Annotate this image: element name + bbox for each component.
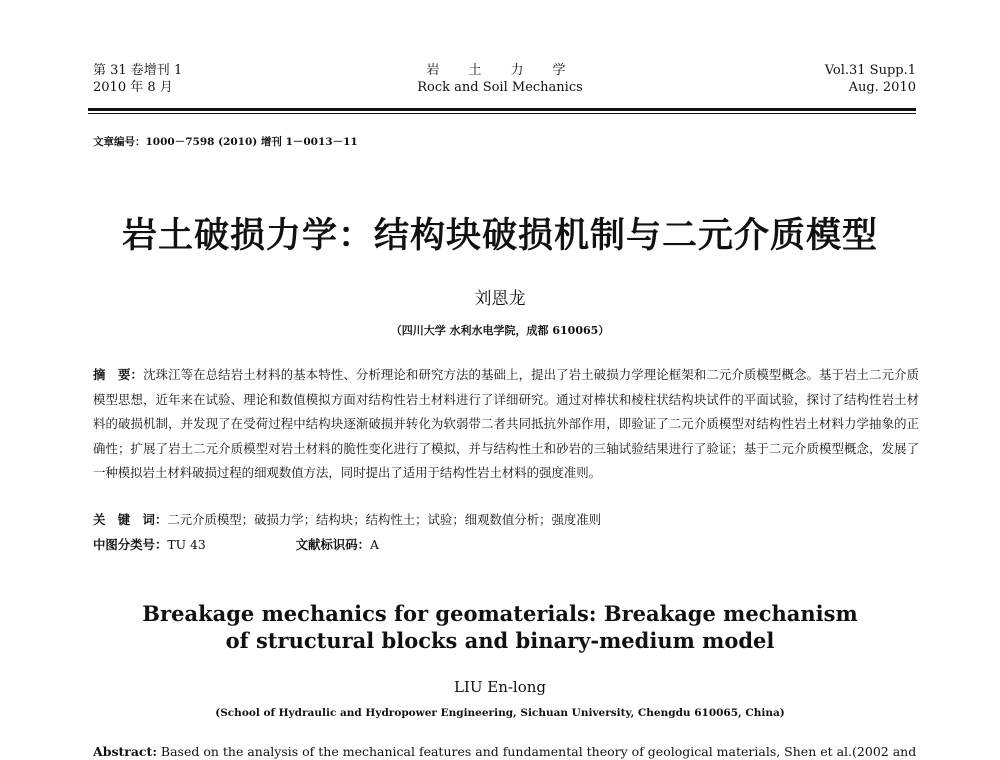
header-volume-issue: 第 31 卷增刊 1 <box>93 63 183 78</box>
article-id: 文章编号：1000－7598 (2010) 增刊 1－0013－11 <box>93 136 358 148</box>
title-en-line1: Breakage mechanics for geomaterials: Breakage mechanism <box>142 601 858 626</box>
header-journal <box>350 62 650 96</box>
doc-code-value: A <box>370 537 379 552</box>
journal-name-en: Rock and Soil Mechanics <box>417 80 583 95</box>
page-title-cn: 岩土破损力学：结构块破损机制与二元介质模型 <box>121 216 878 256</box>
keywords-label: 关 键 词： <box>93 512 168 527</box>
title-en-line2: of structural blocks and binary-medium model <box>225 628 775 653</box>
header-volume <box>93 62 182 96</box>
keywords-text: 二元介质模型；破损力学；结构块；结构性土；试验；细观数值分析；强度准则 <box>167 512 602 527</box>
affiliation-en: (School of Hydraulic and Hydropower Engineering, Sichuan University, Chengdu 610065, China) <box>215 707 785 719</box>
header-date: 2010 年 8 月 <box>93 80 173 95</box>
page-title-en <box>0 600 1000 654</box>
abstract-cn <box>93 363 919 486</box>
affiliation-cn: （四川大学 水利水电学院，成都 610065） <box>390 324 610 337</box>
clc-label: 中图分类号： <box>93 537 168 552</box>
clc-value: TU 43 <box>167 537 206 552</box>
header-vol-supp: Vol.31 Supp.1 <box>824 63 916 78</box>
keywords <box>93 510 601 528</box>
abstract-en <box>93 744 919 759</box>
abstract-cn-label: 摘 要： <box>93 367 144 382</box>
abstract-en-text: Based on the analysis of the mechanical features and fundamental theory of geological materials, Shen et al.(2002 and <box>156 744 917 759</box>
journal-name-cn: 岩 土 力 学 <box>426 63 574 78</box>
header-vol-en <box>825 62 916 96</box>
header-rule-thin <box>88 113 916 114</box>
abstract-en-label: Abstract: <box>93 744 157 759</box>
header-rule-thick <box>88 108 916 111</box>
header-date-en: Aug. 2010 <box>848 80 916 95</box>
author-en: LIU En-long <box>453 678 547 696</box>
classification <box>93 535 379 553</box>
abstract-cn-text: 沈珠江等在总结岩土材料的基本特性、分析理论和研究方法的基础上，提出了岩土破损力学理论框架和二元介质模型概念。基于岩土二元介质模型思想，近年来在试验、理论和数值模拟方面对结构性岩土材料进行了详细研究。通过对棒状和棱柱状结构块试件的平面试验，探讨了结构性岩土材料的破损机制，并发现了在受荷过程中结构块逐渐破损并转化为软弱带二者共同抵抗外部作用，即验证了二元介质模型对结构性岩土材料力学抽象的正确性；扩展了岩土二元介质模型对岩土材料的脆性变化进行了模拟，并与结构性土和砂岩的三轴试验结果进行了验证；基于二元介质模型概念，发展了一种模拟岩土材料破损过程的细观数值方法，同时提出了适用于结构性岩土材料的强度准则。 <box>93 367 920 480</box>
doc-code-label: 文献标识码： <box>295 537 371 552</box>
author-cn: 刘恩龙 <box>474 289 526 309</box>
